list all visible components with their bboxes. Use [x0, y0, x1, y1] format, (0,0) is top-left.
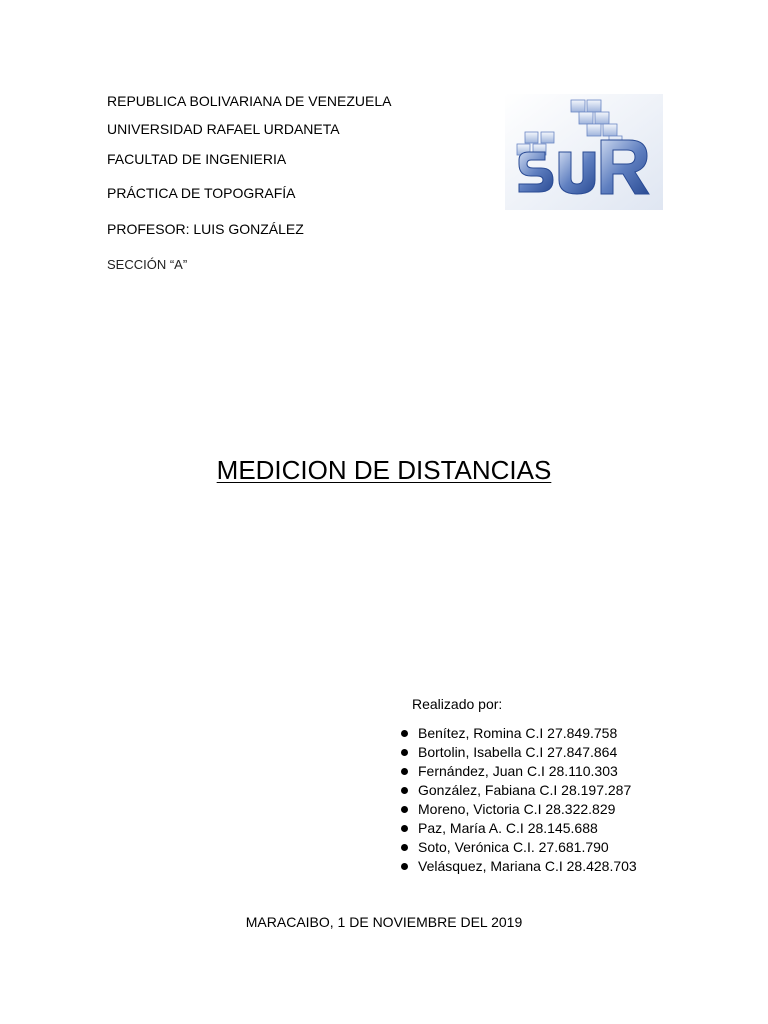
header-course: PRÁCTICA DE TOPOGRAFÍA [107, 185, 296, 201]
list-item [400, 838, 637, 857]
header-faculty: FACULTAD DE INGENIERIA [107, 151, 287, 167]
document-title-text: MEDICION DE DISTANCIAS [216, 455, 552, 485]
author-name: Soto, Verónica C.I. 27.681.790 [418, 839, 609, 855]
author-name: Bortolin, Isabella C.I 27.847.864 [418, 744, 618, 760]
bullet-icon [401, 844, 408, 851]
document-title [0, 454, 768, 486]
list-item [400, 819, 637, 838]
bullet-icon [401, 768, 408, 775]
university-logo-icon [505, 94, 663, 210]
header-professor: PROFESOR: LUIS GONZÁLEZ [107, 221, 304, 237]
bullet-icon [401, 863, 408, 870]
header-section: SECCIÓN “A” [107, 257, 188, 272]
author-name: Fernández, Juan C.I 28.110.303 [418, 763, 618, 779]
header-country: REPUBLICA BOLIVARIANA DE VENEZUELA [107, 93, 392, 109]
list-item [400, 724, 637, 743]
list-item [400, 857, 637, 876]
list-item [400, 743, 637, 762]
author-name: Velásquez, Mariana C.I 28.428.703 [418, 858, 637, 874]
bullet-icon [401, 825, 408, 832]
made-by-label: Realizado por: [412, 696, 503, 712]
bullet-icon [401, 749, 408, 756]
author-name: Moreno, Victoria C.I 28.322.829 [418, 801, 616, 817]
bullet-icon [401, 806, 408, 813]
list-item [400, 762, 637, 781]
bullet-icon [401, 730, 408, 737]
author-name: Benítez, Romina C.I 27.849.758 [418, 725, 618, 741]
header-university: UNIVERSIDAD RAFAEL URDANETA [107, 121, 340, 137]
list-item [400, 781, 637, 800]
list-item [400, 800, 637, 819]
authors-list [400, 724, 637, 876]
place-date-footer: MARACAIBO, 1 DE NOVIEMBRE DEL 2019 [245, 914, 523, 930]
bullet-icon [401, 787, 408, 794]
author-name: González, Fabiana C.I 28.197.287 [418, 782, 632, 798]
author-name: Paz, María A. C.I 28.145.688 [418, 820, 598, 836]
